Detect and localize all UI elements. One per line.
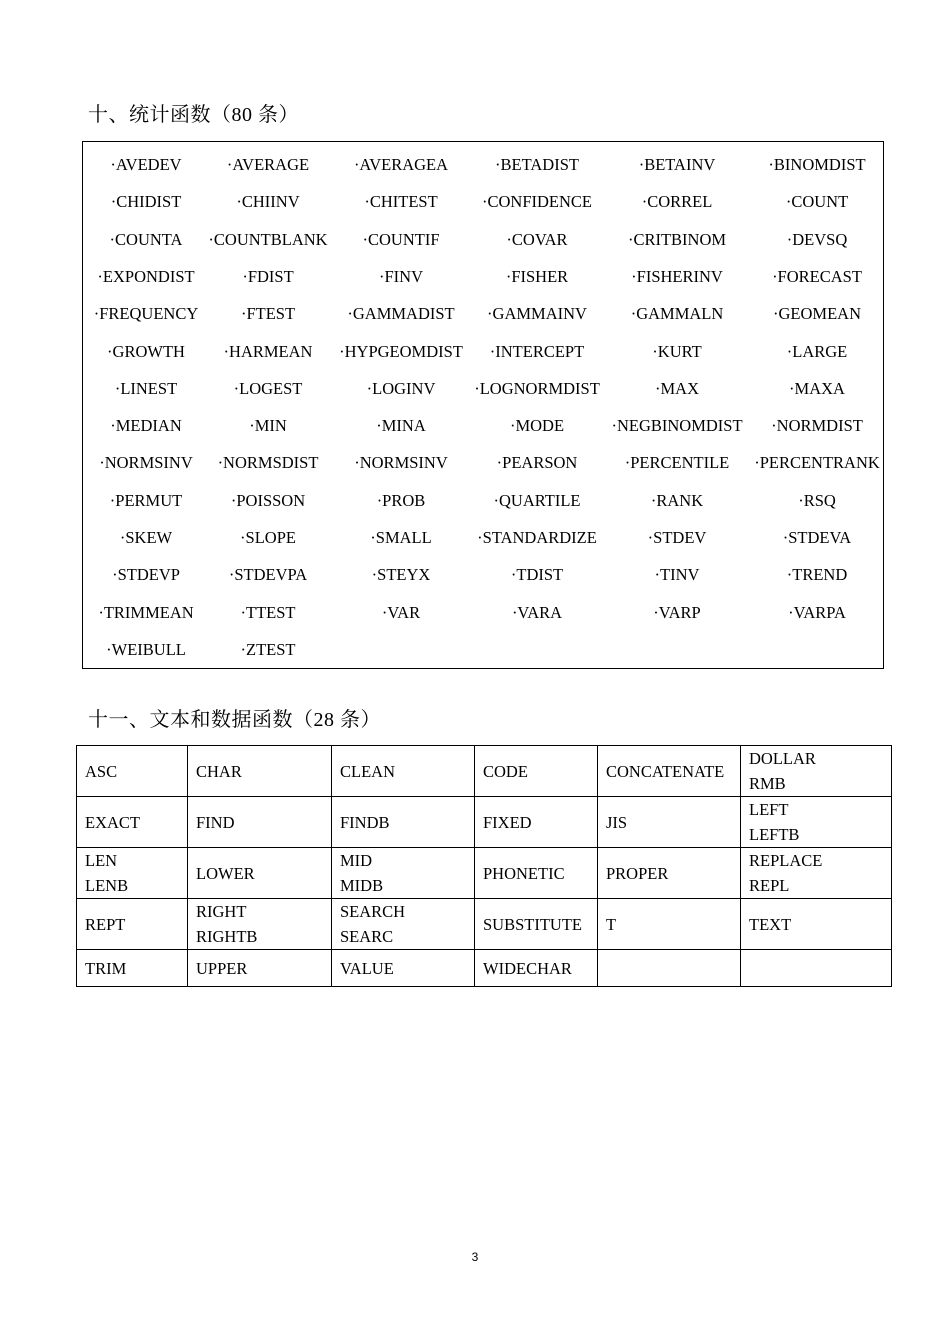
function-name: ·COUNTIF [362,229,440,249]
table-row [77,797,892,848]
function-name: CLEAN [340,761,395,781]
function-name: ·LOGINV [366,378,436,398]
function-name: ·COVAR [506,229,568,249]
function-name: CODE [483,761,528,781]
function-row [83,564,883,601]
function-name: SUBSTITUTE [483,914,582,934]
function-name: ·CHITEST [364,192,438,212]
function-name: ·VARP [653,602,701,622]
function-name: ·TREND [786,565,848,585]
function-name: ·BETAINV [638,155,716,174]
function-name: ·HYPGEOMDIST [339,341,463,361]
function-name: ·INTERCEPT [489,341,585,361]
function-name: ·SMALL [370,528,432,547]
table-cell [188,899,332,950]
function-name: ·MIN [249,416,287,436]
function-name: VALUE [340,958,394,978]
table-cell [475,746,598,797]
function-name: ·TINV [654,565,700,585]
function-name: ·CRITBINOM [627,229,727,249]
function-name: ·FISHERINV [631,266,723,286]
function-name: ·PERCENTILE [624,453,730,473]
function-name: ·TDIST [510,565,564,585]
function-name: ·COUNT [785,192,849,212]
function-name: PHONETIC [483,863,565,883]
function-name: LEFTB [749,825,800,844]
table-cell [741,899,892,950]
function-name: ·STDEV [647,528,707,547]
function-name: ·KURT [652,341,702,361]
function-name: ·VAR [381,602,421,622]
table-cell [77,848,188,899]
function-name: ·ZTEST [240,639,296,659]
statistical-functions-box [82,141,884,669]
function-name: CONCATENATE [606,761,725,781]
function-name: TRIM [85,958,127,978]
function-name: ·BETADIST [495,155,579,174]
function-name: ·NORMDIST [771,416,863,436]
section-11-heading: 十一、文本和数据函数（28 条） [88,709,381,731]
table-row [77,746,892,797]
table-cell [332,899,475,950]
function-name: ·FTEST [240,304,296,324]
function-name: UPPER [196,958,248,978]
table-row [77,848,892,899]
function-name: LEN [85,851,118,870]
function-name: ·STANDARDIZE [477,528,597,547]
function-name: T [606,914,617,934]
function-row [83,452,883,489]
function-row [83,266,883,303]
function-name: ·STDEVPA [228,565,308,585]
table-cell [77,797,188,848]
table-cell [598,797,741,848]
function-name: ·STDEVP [112,565,180,585]
function-name: ·COUNTBLANK [208,229,328,249]
function-name: ·POISSON [230,490,306,510]
function-name: EXACT [85,812,140,832]
function-name: LEFT [749,800,789,819]
function-name: ·SLOPE [240,528,296,547]
table-cell [475,899,598,950]
function-name: ·TRIMMEAN [98,602,194,622]
function-row [83,378,883,415]
function-name: ·GEOMEAN [773,304,861,324]
function-name: ·GAMMALN [630,304,724,324]
function-name: PROPER [606,863,669,883]
function-row [83,191,883,228]
function-name: ·NORMSINV [99,453,193,473]
table-cell [77,746,188,797]
function-name: FIXED [483,812,532,832]
function-name: ·FORECAST [772,266,862,286]
function-name: ·CORREL [641,192,713,212]
table-cell [741,950,892,987]
table-cell [741,797,892,848]
table-cell [475,848,598,899]
function-name: ·LOGNORMDIST [474,378,600,398]
function-name: ASC [85,761,118,781]
table-row [77,950,892,987]
function-name: ·VARA [511,602,563,622]
function-name: ·LINEST [114,378,178,398]
function-name: ·AVEDEV [110,155,182,174]
table-cell [188,848,332,899]
table-cell [598,746,741,797]
function-name: DOLLAR [749,749,816,768]
table-cell [332,950,475,987]
function-name: ·GROWTH [107,341,185,361]
table-cell [475,950,598,987]
function-name: LOWER [196,863,255,883]
function-name: MIDB [340,876,384,895]
table-cell [332,746,475,797]
function-name: ·PEARSON [496,453,578,473]
function-name: ·GAMMADIST [347,304,455,324]
function-name: MID [340,851,373,870]
function-name: ·MAXA [789,378,845,398]
function-name: ·CHIDIST [110,192,182,212]
function-row [83,341,883,378]
table-cell [598,848,741,899]
function-name: SEARCH [340,902,406,921]
table-cell [741,746,892,797]
function-name: ·CONFIDENCE [482,192,592,212]
table-cell [77,899,188,950]
function-name: ·NEGBINOMDIST [611,416,743,436]
function-row [83,415,883,452]
function-name: ·COUNTA [109,229,183,249]
function-name: ·GAMMAINV [487,304,587,324]
table-cell [598,950,741,987]
function-name: ·STEYX [371,565,431,585]
function-name: ·BINOMDIST [768,155,866,174]
function-name: RIGHT [196,902,247,921]
page-number: 3 [471,1250,479,1264]
function-name: ·QUARTILE [493,490,581,510]
function-name: ·AVERAGE [226,155,310,174]
function-row [83,527,883,564]
function-name: ·FREQUENCY [93,304,199,324]
function-name: ·PERCENTRANK [754,453,880,473]
function-name: RIGHTB [196,927,258,946]
function-name: ·DEVSQ [786,229,848,249]
function-name: ·FISHER [505,266,569,286]
function-name: ·AVERAGEA [353,155,449,174]
function-name: RMB [749,774,786,793]
function-name: ·LOGEST [233,378,303,398]
function-name: REPT [85,914,126,934]
function-name: ·FDIST [242,266,294,286]
table-cell [475,797,598,848]
function-name: ·FINV [379,266,423,286]
function-row [83,154,883,191]
function-name: ·TTEST [240,602,296,622]
text-functions-table [76,745,892,987]
function-name: ·STDEVA [782,528,852,547]
section-10-heading: 十、统计函数（80 条） [88,104,299,126]
table-cell [188,746,332,797]
function-name: FIND [196,812,235,832]
function-row [83,602,883,639]
function-name: ·PROB [376,490,426,510]
function-name: JIS [606,812,628,832]
table-cell [598,899,741,950]
table-cell [77,950,188,987]
function-name: ·VARPA [788,602,846,622]
function-name: TEXT [749,914,792,934]
table-cell [188,950,332,987]
table-cell [741,848,892,899]
function-name: ·NORMSINV [354,453,448,473]
table-cell [188,797,332,848]
function-row [83,303,883,340]
function-row [83,639,883,676]
function-name: CHAR [196,761,242,781]
function-row [83,229,883,266]
function-name: ·CHIINV [236,192,300,212]
function-name: ·MEDIAN [110,416,182,436]
function-name: ·NORMSDIST [217,453,319,473]
function-name: LENB [85,876,129,895]
function-name: ·EXPONDIST [97,266,195,286]
function-row [83,490,883,527]
function-name: ·RANK [650,490,704,510]
function-name: ·WEIBULL [106,639,186,659]
function-name: REPL [749,876,790,895]
function-name: ·SKEW [119,528,173,547]
function-name: REPLACE [749,851,823,870]
function-name: ·HARMEAN [223,341,313,361]
function-name: ·MODE [509,416,565,436]
function-name: SEARC [340,927,394,946]
table-cell [332,797,475,848]
function-name: ·MAX [655,378,699,398]
function-name: ·LARGE [786,341,848,361]
function-name: WIDECHAR [483,958,572,978]
function-name: ·PERMUT [109,490,183,510]
table-cell [332,848,475,899]
function-name: ·RSQ [798,490,836,510]
table-row [77,899,892,950]
function-name: FINDB [340,812,390,832]
function-name: ·MINA [376,416,426,436]
